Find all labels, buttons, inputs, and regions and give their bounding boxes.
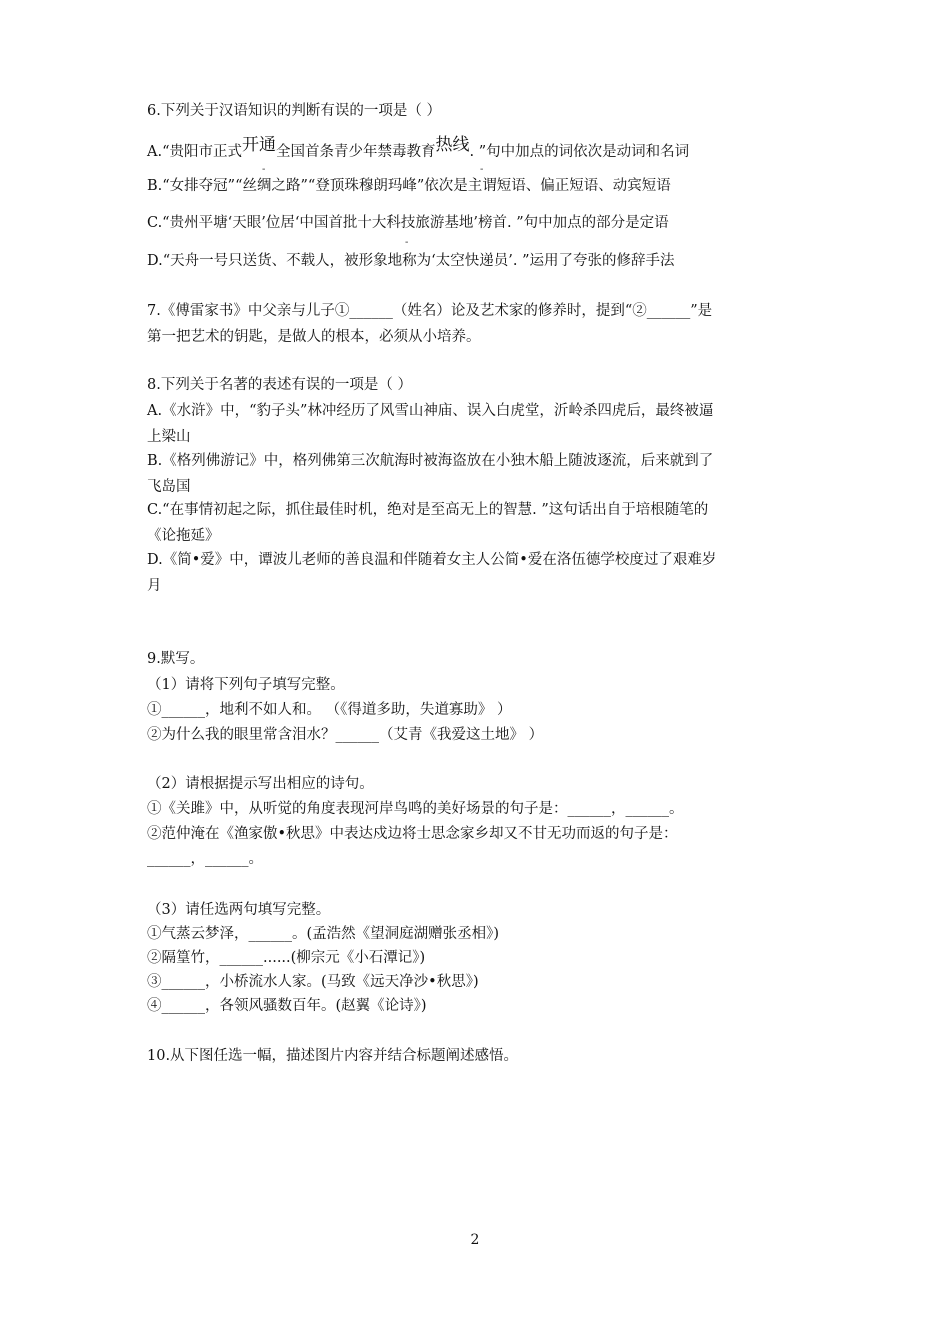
q8-option-a-line1: A.《水浒》中，“豹子头”林冲经历了风雪山神庙、误入白虎堂，沂岭杀四虎后，最终被逼 [147,403,714,419]
q6-option-b: B.“女排夺冠”“丝绸之路”“登顶珠穆朗玛峰”依次是主谓短语、偏正短语、动宾短语 [147,178,671,194]
page-number: 2 [470,1232,480,1248]
q10-stem: 10.从下图任选一幅，描述图片内容并结合标题阐述感悟。 [147,1048,519,1064]
q8-option-b-line2: 飞岛国 [147,479,191,495]
q9-part2-item2-cont: ______，______。 [147,851,263,867]
q6-a-pre: A.“贵阳市正式 [147,144,242,160]
emphasis-dot-mark: - [405,237,409,248]
q6-a-mid: 全国首条青少年禁毒教育 [276,144,436,160]
q6-stem: 6.下列关于汉语知识的判断有误的一项是（ ） [147,103,441,119]
q6-option-a [147,135,690,160]
q8-option-d-line1: D.《简•爱》中，谭波儿老师的善良温和伴随着女主人公简•爱在洛伍德学校度过了艰难岁 [147,552,717,568]
q6-option-d: D.“天舟一号只送货、不载人，被形象地称为‘太空快递员’. ”运用了夸张的修辞手法 [147,253,675,269]
q9-part3-heading: （3）请任选两句填写完整。 [147,902,331,918]
q9-part3-item2: ②隔篁竹，______......(柳宗元《小石潭记》) [147,950,426,966]
q8-option-d-line2: 月 [147,578,162,594]
q8-option-a-line2: 上梁山 [147,429,191,445]
q9-part3-item4: ④______，各领风骚数百年。(赵翼《论诗》) [147,998,427,1014]
q8-option-c-line1: C.“在事情初起之际，抓住最佳时机，绝对是至高无上的智慧. ”这句话出自于培根随笔的 [147,502,709,518]
q8-option-c-line2: 《论拖延》 [147,528,220,544]
q9-stem: 9.默写。 [147,651,205,667]
q6-a-word1: 开通 [242,135,276,155]
q7-line2: 第一把艺术的钥匙，是做人的根本，必须从小培养。 [147,329,481,345]
q6-a-post: . ”句中加点的词依次是动词和名词 [469,144,690,160]
q9-part2-heading: （2）请根据提示写出相应的诗句。 [147,776,374,792]
q9-part1-heading: （1）请将下列句子填写完整。 [147,677,345,693]
emphasis-dot-mark: - [262,164,266,175]
q6-a-word2: 热线 [435,135,470,155]
q9-part1-item2: ②为什么我的眼里常含泪水？______（艾青《我爱这土地》 ） [147,727,544,743]
q9-part2-item1: ①《关雎》中，从听觉的角度表现河岸鸟鸣的美好场景的句子是：______，______。 [147,801,684,817]
q9-part2-item2: ②范仲淹在《渔家傲•秋思》中表达戍边将士思念家乡却又不甘无功而返的句子是： [147,826,678,842]
q9-part3-item1: ①气蒸云梦泽，______。(孟浩然《望洞庭湖赠张丞相》) [147,926,500,942]
q6-option-c: C.“贵州平塘‘天眼’位居‘中国首批十大科技旅游基地’榜首. ”句中加点的部分是定语 [147,215,669,231]
q9-part3-item3: ③______，小桥流水人家。(马致《远天净沙•秋思》) [147,974,479,990]
q8-stem: 8.下列关于名著的表述有误的一项是（ ） [147,377,412,393]
q8-option-b-line1: B.《格列佛游记》中，格列佛第三次航海时被海盗放在小独木船上随波逐流，后来就到了 [147,453,714,469]
q7-line1: 7.《傅雷家书》中父亲与儿子①______（姓名）论及艺术家的修养时，提到“②______”是 [147,303,713,319]
q9-part1-item1: ①______，地利不如人和。 （《得道多助，失道寡助》 ） [147,702,512,718]
emphasis-dot-mark: - [480,164,484,175]
